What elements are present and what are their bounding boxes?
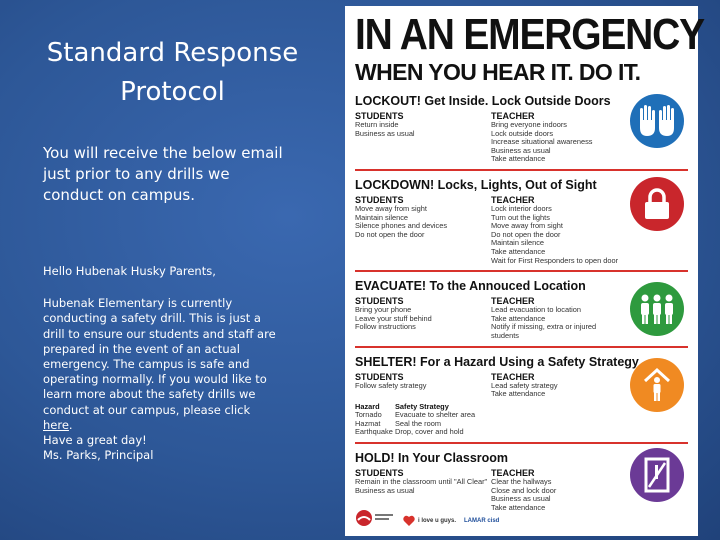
list-item: Wait for First Responders to open door bbox=[491, 255, 619, 265]
sponsor-logos bbox=[355, 509, 499, 532]
table-cell: Earthquake bbox=[355, 427, 393, 437]
teacher-column bbox=[491, 296, 611, 340]
lockdown-section bbox=[355, 171, 688, 272]
section-title: LOCKDOWN! Locks, Lights, Out of Sight bbox=[355, 177, 597, 192]
logo-text: LAMAR cisd bbox=[464, 517, 500, 524]
table-cell: Evacuate to shelter area bbox=[395, 410, 476, 420]
poster-heading: IN AN EMERGENCY bbox=[355, 10, 704, 60]
intro-text: You will receive the below email just prior to any drills we conduct on campus. bbox=[43, 144, 283, 204]
email-greeting: Hello Hubenak Husky Parents, bbox=[43, 264, 216, 278]
email-closing: Have a great day! bbox=[43, 433, 147, 448]
lamar-cisd-logo bbox=[464, 518, 499, 524]
srp-poster bbox=[345, 6, 704, 536]
students-column bbox=[355, 296, 491, 340]
list-item: Notify if missing, extra or injured students bbox=[491, 322, 597, 340]
table-cell: Drop, cover and hold bbox=[395, 427, 464, 437]
shelter-person-icon bbox=[630, 358, 684, 412]
teacher-column bbox=[491, 372, 627, 399]
list-item: Maintain silence bbox=[355, 212, 408, 222]
hazard-header: Hazard bbox=[355, 401, 380, 411]
here-link[interactable]: here bbox=[43, 417, 69, 432]
list-item: Bring your phone bbox=[355, 305, 412, 315]
table-cell: Hazmat bbox=[355, 418, 381, 428]
list-item: Remain in the classroom until "All Clear" bbox=[355, 477, 488, 487]
list-item: Lock interior doors bbox=[491, 203, 552, 213]
students-label: STUDENTS bbox=[355, 468, 404, 479]
students-label: STUDENTS bbox=[355, 194, 404, 205]
iloveuguys-logo bbox=[403, 515, 456, 527]
list-item: Take attendance bbox=[491, 389, 546, 399]
students-column bbox=[355, 372, 491, 399]
section-title: SHELTER! For a Hazard Using a Safety Strategy bbox=[355, 354, 639, 369]
list-item: Maintain silence bbox=[491, 238, 544, 248]
list-item: Move away from sight bbox=[355, 203, 427, 213]
strategy-column bbox=[395, 403, 475, 437]
students-label: STUDENTS bbox=[355, 371, 404, 382]
list-item: Turn out the lights bbox=[491, 212, 550, 222]
door-hold-icon bbox=[630, 448, 684, 502]
evacuate-section bbox=[355, 272, 688, 347]
teacher-column bbox=[491, 468, 627, 512]
email-body-end: . bbox=[68, 417, 73, 432]
list-item: Business as usual bbox=[355, 128, 415, 138]
list-item: Lead evacuation to location bbox=[491, 305, 581, 315]
teacher-label: TEACHER bbox=[491, 468, 535, 479]
list-item: Bring everyone indoors bbox=[491, 120, 568, 129]
list-item: Business as usual bbox=[491, 145, 551, 155]
list-item: Return inside bbox=[355, 120, 399, 129]
section-title: LOCKOUT! Get Inside. Lock Outside Doors bbox=[355, 94, 611, 108]
list-item: Do not open the door bbox=[355, 229, 425, 239]
section-title: HOLD! In Your Classroom bbox=[355, 451, 509, 466]
list-item: Take attendance bbox=[491, 246, 546, 256]
lockout-section bbox=[355, 84, 688, 171]
list-item: Lock outside doors bbox=[491, 128, 554, 138]
list-item: Clear the hallways bbox=[491, 477, 552, 487]
safety-strategy-table bbox=[355, 403, 688, 437]
list-item: Close and lock door bbox=[491, 485, 557, 495]
hold-section bbox=[355, 444, 688, 517]
list-item: Do not open the door bbox=[491, 229, 561, 239]
teacher-label: TEACHER bbox=[491, 296, 535, 307]
list-item: Silence phones and devices bbox=[355, 221, 448, 231]
teacher-column bbox=[491, 111, 627, 164]
list-item: Business as usual bbox=[491, 494, 551, 504]
section-title: EVACUATE! To the Annouced Location bbox=[355, 279, 586, 294]
hand-stop-icon bbox=[630, 94, 684, 148]
list-item: Business as usual bbox=[355, 485, 415, 495]
email-body-paragraph bbox=[43, 296, 278, 433]
students-column bbox=[355, 468, 491, 512]
list-item: Increase situational awareness bbox=[491, 137, 593, 147]
email-signature: Ms. Parks, Principal bbox=[43, 448, 154, 463]
shelter-section bbox=[355, 348, 688, 445]
list-item: Leave your stuff behind bbox=[355, 313, 432, 323]
table-cell: Seal the room bbox=[395, 418, 442, 428]
poster-subheading: WHEN YOU HEAR IT. DO IT. bbox=[355, 59, 641, 85]
students-label: STUDENTS bbox=[355, 296, 404, 307]
teacher-label: TEACHER bbox=[491, 194, 535, 205]
logo-text: i love u guys. bbox=[418, 517, 457, 524]
hazard-column bbox=[355, 403, 395, 437]
email-text bbox=[43, 264, 278, 463]
students-label: STUDENTS bbox=[355, 111, 404, 121]
teacher-label: TEACHER bbox=[491, 371, 535, 382]
list-item: Take attendance bbox=[491, 502, 546, 512]
list-item: Move away from sight bbox=[491, 221, 563, 231]
list-item: Take attendance bbox=[491, 313, 546, 323]
list-item: Follow safety strategy bbox=[355, 380, 427, 390]
slide-title: Standard Response Protocol bbox=[46, 38, 299, 107]
email-body: Hubenak Elementary is currently conducting a safety drill. This is just a drill to ensure our students and staff are prepared in the event of an actual emergency. The campus is safe and operating normally. If you would like to learn more about the safety drills we conduct at our campus, please click bbox=[43, 296, 276, 417]
students-column bbox=[355, 111, 491, 164]
teacher-column bbox=[491, 195, 627, 265]
list-item: Lead safety strategy bbox=[491, 380, 558, 390]
people-group-icon bbox=[630, 282, 684, 336]
list-item: Follow instructions bbox=[355, 322, 416, 332]
district-seal-logo bbox=[355, 509, 395, 532]
teacher-label: TEACHER bbox=[491, 111, 535, 121]
list-item: Take attendance bbox=[491, 154, 546, 164]
table-cell: Tornado bbox=[355, 410, 382, 420]
students-column bbox=[355, 195, 491, 265]
strategy-header: Safety Strategy bbox=[395, 401, 449, 411]
padlock-icon bbox=[630, 177, 684, 231]
